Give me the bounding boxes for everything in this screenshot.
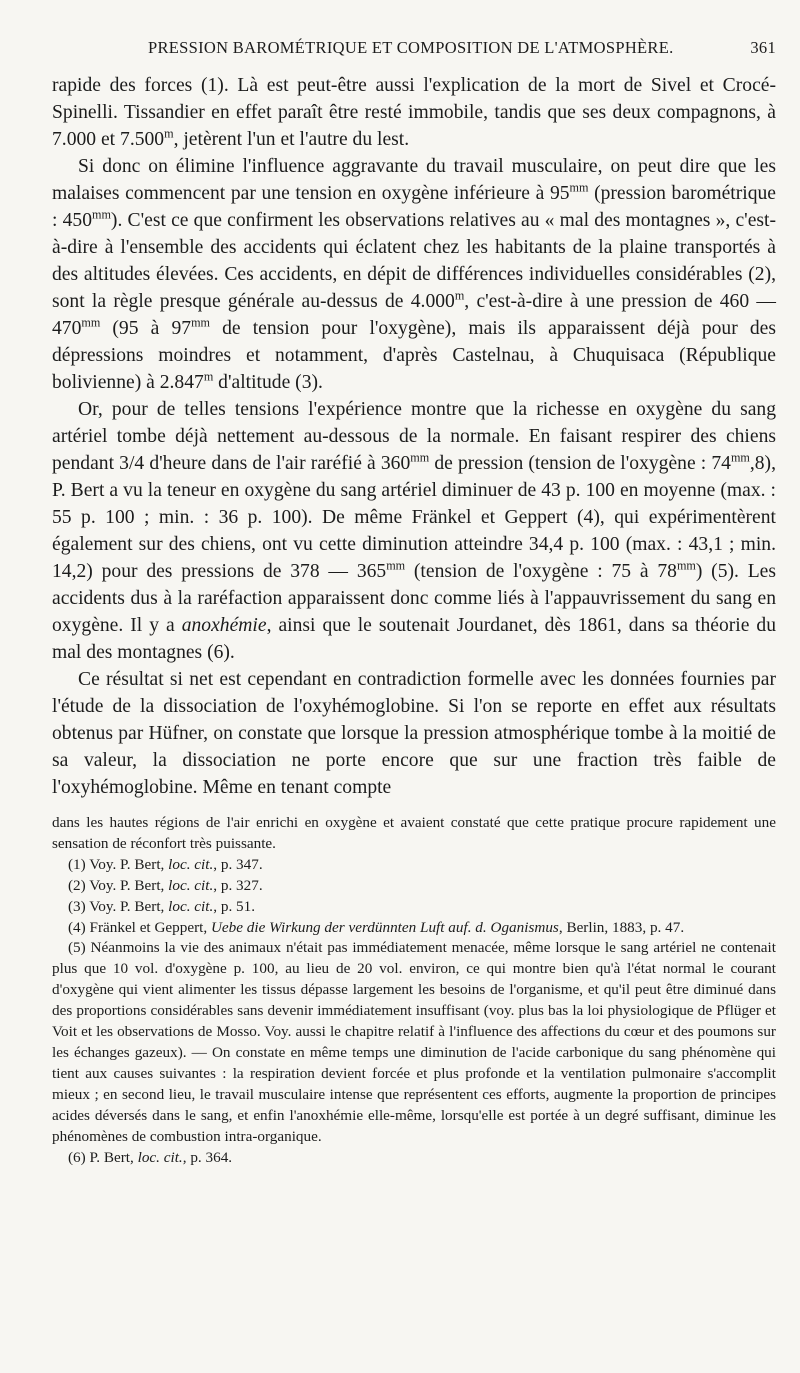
emphasized-term: loc. cit. bbox=[168, 897, 214, 915]
unit-superscript: mm bbox=[81, 315, 101, 330]
emphasized-term: anoxhémie bbox=[181, 615, 267, 636]
main-text bbox=[52, 72, 776, 801]
footnote-1 bbox=[52, 855, 776, 876]
text-span: de pression (tension de l'oxygène : 74 bbox=[429, 453, 731, 474]
text-span: (2) Voy. P. Bert, bbox=[68, 876, 169, 894]
text-span: (tension de l'oxygène : 75 à 78 bbox=[405, 561, 677, 582]
text-span: Si donc on élimine l'influence aggravante du travail musculaire, on peut dire que les malaises commencent par une tension en oxygène inférieure à 95 bbox=[52, 156, 776, 204]
unit-superscript: mm bbox=[386, 558, 406, 573]
footnotes bbox=[52, 813, 776, 1168]
running-header bbox=[148, 38, 776, 58]
paragraph-1 bbox=[52, 72, 776, 153]
emphasized-term: loc. cit. bbox=[168, 855, 214, 873]
emphasized-term: Uebe die Wirkung der verdünnten Luft auf. d. Oganismus bbox=[210, 918, 559, 936]
page-number: 361 bbox=[750, 38, 776, 57]
text-span: (3) Voy. P. Bert, bbox=[68, 897, 169, 915]
unit-superscript: mm bbox=[410, 450, 430, 465]
paragraph-3 bbox=[52, 396, 776, 666]
running-title: PRESSION BAROMÉTRIQUE ET COMPOSITION DE L'ATMOSPHÈRE. bbox=[148, 38, 674, 57]
unit-superscript: m bbox=[164, 126, 174, 141]
text-span: de tension pour l'oxygène), mais ils apparaissent déjà pour des dépressions moindres et notamment, d'après Castelnau, à Chuquisaca (République bolivienne) à 2.847 bbox=[52, 318, 776, 393]
text-span: , ainsi que le soutenait Jourdanet, dès 1861, dans sa théorie du mal des montagnes (6). bbox=[52, 615, 776, 663]
text-span: , p. 364. bbox=[182, 1148, 233, 1166]
text-span: rapide des forces (1). Là est peut-être aussi l'explication de la mort de Sivel et Crocé-Spinelli. Tissandier en effet paraît être resté immobile, tandis que ses deux compagnons, à 7.000 et 7.500 bbox=[52, 75, 776, 150]
text-span: (pression barométrique : 450 bbox=[52, 183, 777, 231]
unit-superscript: m bbox=[203, 369, 214, 384]
text-span: , c'est-à-dire à une pression de 460 — 470 bbox=[52, 291, 776, 339]
unit-superscript: mm bbox=[191, 315, 210, 330]
text-span: , jetèrent l'un et l'autre du lest. bbox=[173, 129, 410, 150]
footnote-3 bbox=[52, 897, 776, 918]
text-span: (6) P. Bert, bbox=[68, 1148, 138, 1166]
unit-superscript: m bbox=[454, 288, 465, 303]
emphasized-term: loc. cit. bbox=[168, 876, 214, 894]
text-span: ) (5). Les accidents dus à la raréfaction apparaissent donc comme liés à l'appauvrissement du sang en oxygène. Il y a bbox=[52, 561, 777, 636]
text-span: , p. 347. bbox=[213, 855, 263, 873]
footnote-4 bbox=[52, 918, 776, 939]
text-span: d'altitude (3). bbox=[213, 372, 323, 393]
text-span: (4) Fränkel et Geppert, bbox=[68, 918, 211, 936]
text-span: ,8), P. Bert a vu la teneur en oxygène du sang artériel diminuer de 43 p. 100 en moyenne (max. : 55 p. 100 ; min. : 36 p. 100). De même Fränkel et Geppert (4), qui expérimentèrent également sur des chiens, ont vu cette diminution atteindre 34,4 p. 100 (max. : 43,1 ; min. 14,2) pour des pressions de 378 — 365 bbox=[52, 453, 776, 582]
unit-superscript: mm bbox=[569, 180, 589, 195]
unit-superscript: mm bbox=[676, 558, 696, 573]
text-span: (1) Voy. P. Bert, bbox=[68, 855, 169, 873]
footnote-continuation: dans les hautes régions de l'air enrichi en oxygène et avaient constaté que cette pratique procure rapidement une sensation de réconfort très puissante. bbox=[52, 814, 776, 852]
text-span: , Berlin, 1883, p. 47. bbox=[558, 918, 685, 936]
footnote-6 bbox=[52, 1148, 776, 1169]
text-span: ). C'est ce que confirment les observations relatives au « mal des montagnes », c'est-à-dire à l'ensemble des accidents qui éclatent chez les habitants de la plaine transportés à des altitudes élevées. Ces accidents, en dépit de différences individuelles considérables (2), sont la règle presque générale au-dessus de 4.000 bbox=[52, 210, 776, 312]
paragraph-4: Ce résultat si net est cependant en contradiction formelle avec les données fournies par l'étude de la dissociation de l'oxyhémoglobine. Si l'on se reporte en effet aux résultats obtenus par Hüfner, on constate que lorsque la pression atmosphérique tombe à la moitié de sa valeur, la dissociation ne porte encore que sur une fraction très faible de l'oxyhémoglobine. Même en tenant compte bbox=[52, 669, 776, 798]
unit-superscript: mm bbox=[92, 207, 111, 222]
emphasized-term: loc. cit. bbox=[137, 1148, 183, 1166]
text-span: , p. 51. bbox=[213, 897, 256, 915]
text-span: (95 à 97 bbox=[100, 318, 192, 339]
unit-superscript: mm bbox=[730, 450, 750, 465]
text-span: Or, pour de telles tensions l'expérience montre que la richesse en oxygène du sang artériel tombe déjà nettement au-dessous de la normale. En faisant respirer des chiens pendant 3/4 d'heure dans de l'air raréfié à 360 bbox=[52, 399, 776, 474]
footnote-5: (5) Néanmoins la vie des animaux n'était pas immédiatement menacée, même lorsque le sang artériel ne contenait plus que 10 vol. d'oxygène p. 100, au lieu de 20 vol. environ, ce qui montre bien qu'à l'état normal le courant d'oxygène qui vient alimenter les tissus dépasse largement les besoins de l'organisme, et qu'il peut être diminué dans des proportions considérables sans devenir immédiatement insuffisant (voy. plus bas la loi physiologique de Pflüger et Voit et les observations de Mosso. Voy. aussi le chapitre relatif à l'influence des affections du cœur et des poumons sur les échanges gazeux). — On constate en même temps une diminution de l'acide carbonique du sang phénomène qui tient aux causes suivantes : la respiration devient forcée et plus profonde et la ventilation pulmonaire s'accomplit mieux ; en second lieu, le travail musculaire intense que représentent ces efforts, augmente la proportion de principes acides déversés dans le sang, et enfin l'anoxhémie elle-même, lorsqu'elle est portée à un degré suffisant, diminue les phénomènes de combustion intra-organique. bbox=[52, 939, 776, 1145]
paragraph-2 bbox=[52, 153, 776, 396]
text-span: , p. 327. bbox=[213, 876, 263, 894]
footnote-2 bbox=[52, 876, 776, 897]
